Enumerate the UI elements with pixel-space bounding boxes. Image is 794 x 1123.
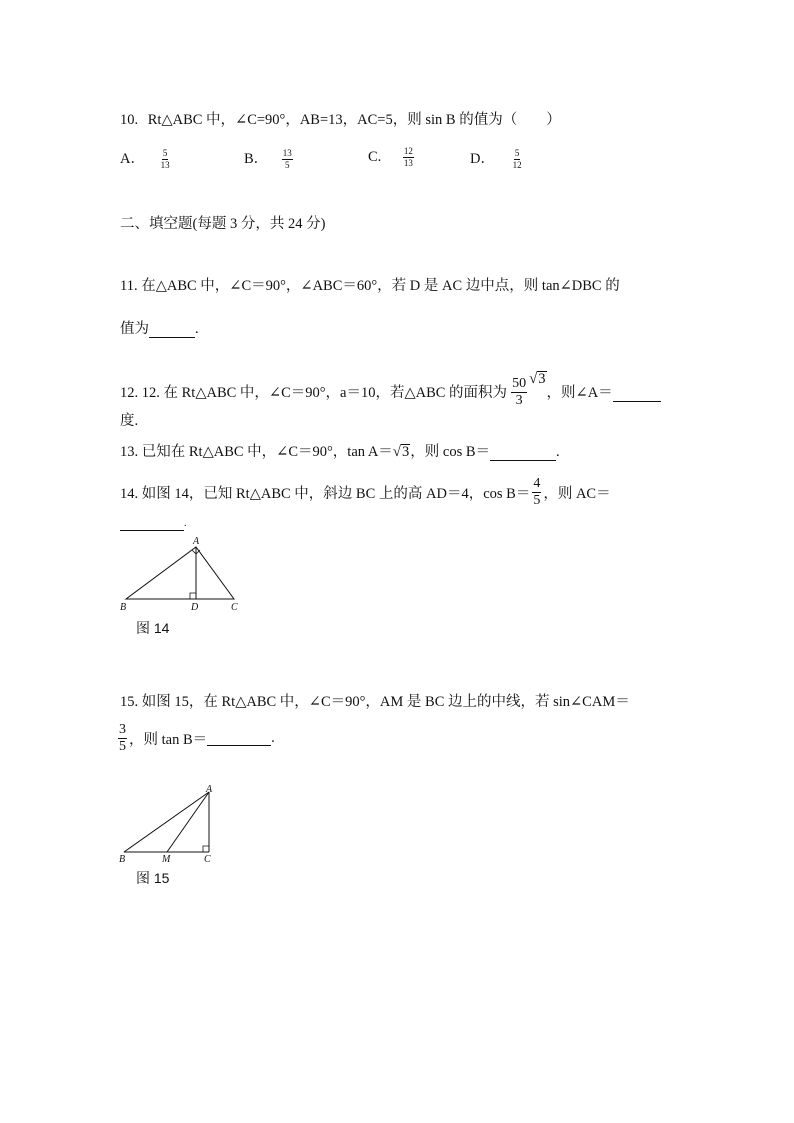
- fraction-denominator: 13: [160, 160, 170, 171]
- q12-suffix: ，则∠A＝: [546, 385, 613, 401]
- fraction-numerator: 12: [403, 146, 413, 156]
- q12-line1: [120, 356, 661, 406]
- label-c: C: [231, 602, 238, 613]
- q11-prefix: 值为: [120, 321, 149, 337]
- label-b: B: [119, 854, 126, 865]
- q14-line2: [120, 514, 187, 531]
- fraction-numerator: 5: [162, 148, 168, 159]
- q10-number: 10.: [120, 112, 139, 128]
- q10-option-b[interactable]: [244, 147, 295, 170]
- fraction-denominator: 3: [515, 393, 523, 408]
- label-a: A: [193, 536, 200, 547]
- fraction-denominator: 5: [285, 160, 290, 171]
- label-c: C: [204, 854, 211, 865]
- answer-blank[interactable]: [120, 516, 184, 531]
- q13-sqrt: √ 3: [392, 444, 410, 461]
- answer-blank[interactable]: [207, 731, 271, 746]
- q15-line1: 15. 如图 15，在 Rt△ABC 中，∠C＝90°，AM 是 BC 边上的中线，若 sin∠CAM＝: [120, 694, 630, 710]
- fraction-numerator: 13: [282, 148, 292, 159]
- q13-middle: ，则 cos B＝: [410, 444, 491, 460]
- q11-line1: 11. 在△ABC 中，∠C＝90°，∠ABC＝60°，若 D 是 AC 边中点，则 tan∠DBC 的: [120, 278, 620, 294]
- q10-option-c[interactable]: [368, 147, 416, 168]
- option-fraction: [282, 149, 293, 170]
- fraction-numerator: 5: [514, 148, 520, 159]
- q10-stem: Rt△ABC 中，∠C=90°，AB=13，AC=5，则 sin B 的值为（ ）: [147, 112, 561, 128]
- answer-blank[interactable]: [149, 323, 195, 338]
- q10-option-a[interactable]: [120, 147, 172, 170]
- sqrt-radicand: 3: [538, 371, 546, 388]
- label-m: M: [162, 854, 171, 865]
- q10-stem-line: [120, 108, 561, 129]
- sqrt-radicand: 3: [402, 444, 410, 461]
- fraction-denominator: 5: [533, 492, 541, 508]
- fraction-denominator: 12: [512, 160, 522, 171]
- q15-fraction: [118, 723, 127, 754]
- q11-suffix: .: [195, 321, 199, 337]
- option-label: B．: [244, 151, 269, 167]
- answer-blank[interactable]: [490, 446, 556, 461]
- q15-suffix: .: [271, 729, 275, 746]
- option-fraction: [161, 149, 170, 170]
- q14-fraction: [532, 477, 541, 508]
- option-label: D．: [470, 151, 495, 167]
- section-heading: 二、填空题(每题 3 分，共 24 分): [120, 216, 326, 232]
- figure-15-diagram: [116, 782, 226, 866]
- label-b: B: [120, 602, 127, 613]
- q13-prefix: 13. 已知在 Rt△ABC 中，∠C＝90°，tan A＝: [120, 444, 393, 460]
- fraction-numerator: 3: [119, 721, 126, 737]
- figure-14-caption: 图 14: [136, 620, 170, 636]
- answer-blank[interactable]: [613, 387, 661, 402]
- q10-option-d[interactable]: [470, 147, 524, 170]
- label-a: A: [206, 784, 213, 795]
- q11-line2: [120, 317, 199, 338]
- fraction-numerator: 4: [533, 475, 541, 491]
- q13-suffix: .: [556, 444, 560, 460]
- option-label: A．: [120, 151, 145, 167]
- option-label: C.: [368, 148, 382, 165]
- q14-line2-suffix: .: [184, 518, 187, 529]
- q12-prefix: 12. 12. 在 Rt△ABC 中，∠C＝90°，a＝10，若△ABC 的面积为: [120, 385, 508, 401]
- q15-middle: ，则 tan B＝: [129, 731, 208, 748]
- q12-line2: 度.: [120, 413, 139, 429]
- fraction-denominator: 5: [119, 738, 126, 754]
- q14-suffix: ，则 AC＝: [543, 485, 611, 502]
- q12-sqrt: √ 3: [529, 371, 546, 388]
- option-fraction: [403, 147, 414, 168]
- q13-line: [120, 440, 560, 461]
- figure-14-diagram: [116, 533, 246, 613]
- q15-line2: [118, 718, 275, 758]
- q12-fraction: [511, 377, 527, 408]
- fraction-numerator: 50: [512, 376, 527, 391]
- q14-prefix: 14. 如图 14，已知 Rt△ABC 中，斜边 BC 上的高 AD＝4，cos B＝: [120, 485, 531, 502]
- option-fraction: [513, 149, 522, 170]
- q14-line1: [120, 472, 611, 512]
- fraction-denominator: 13: [403, 158, 413, 168]
- figure-15-caption: 图 15: [136, 870, 170, 886]
- label-d: D: [191, 602, 199, 613]
